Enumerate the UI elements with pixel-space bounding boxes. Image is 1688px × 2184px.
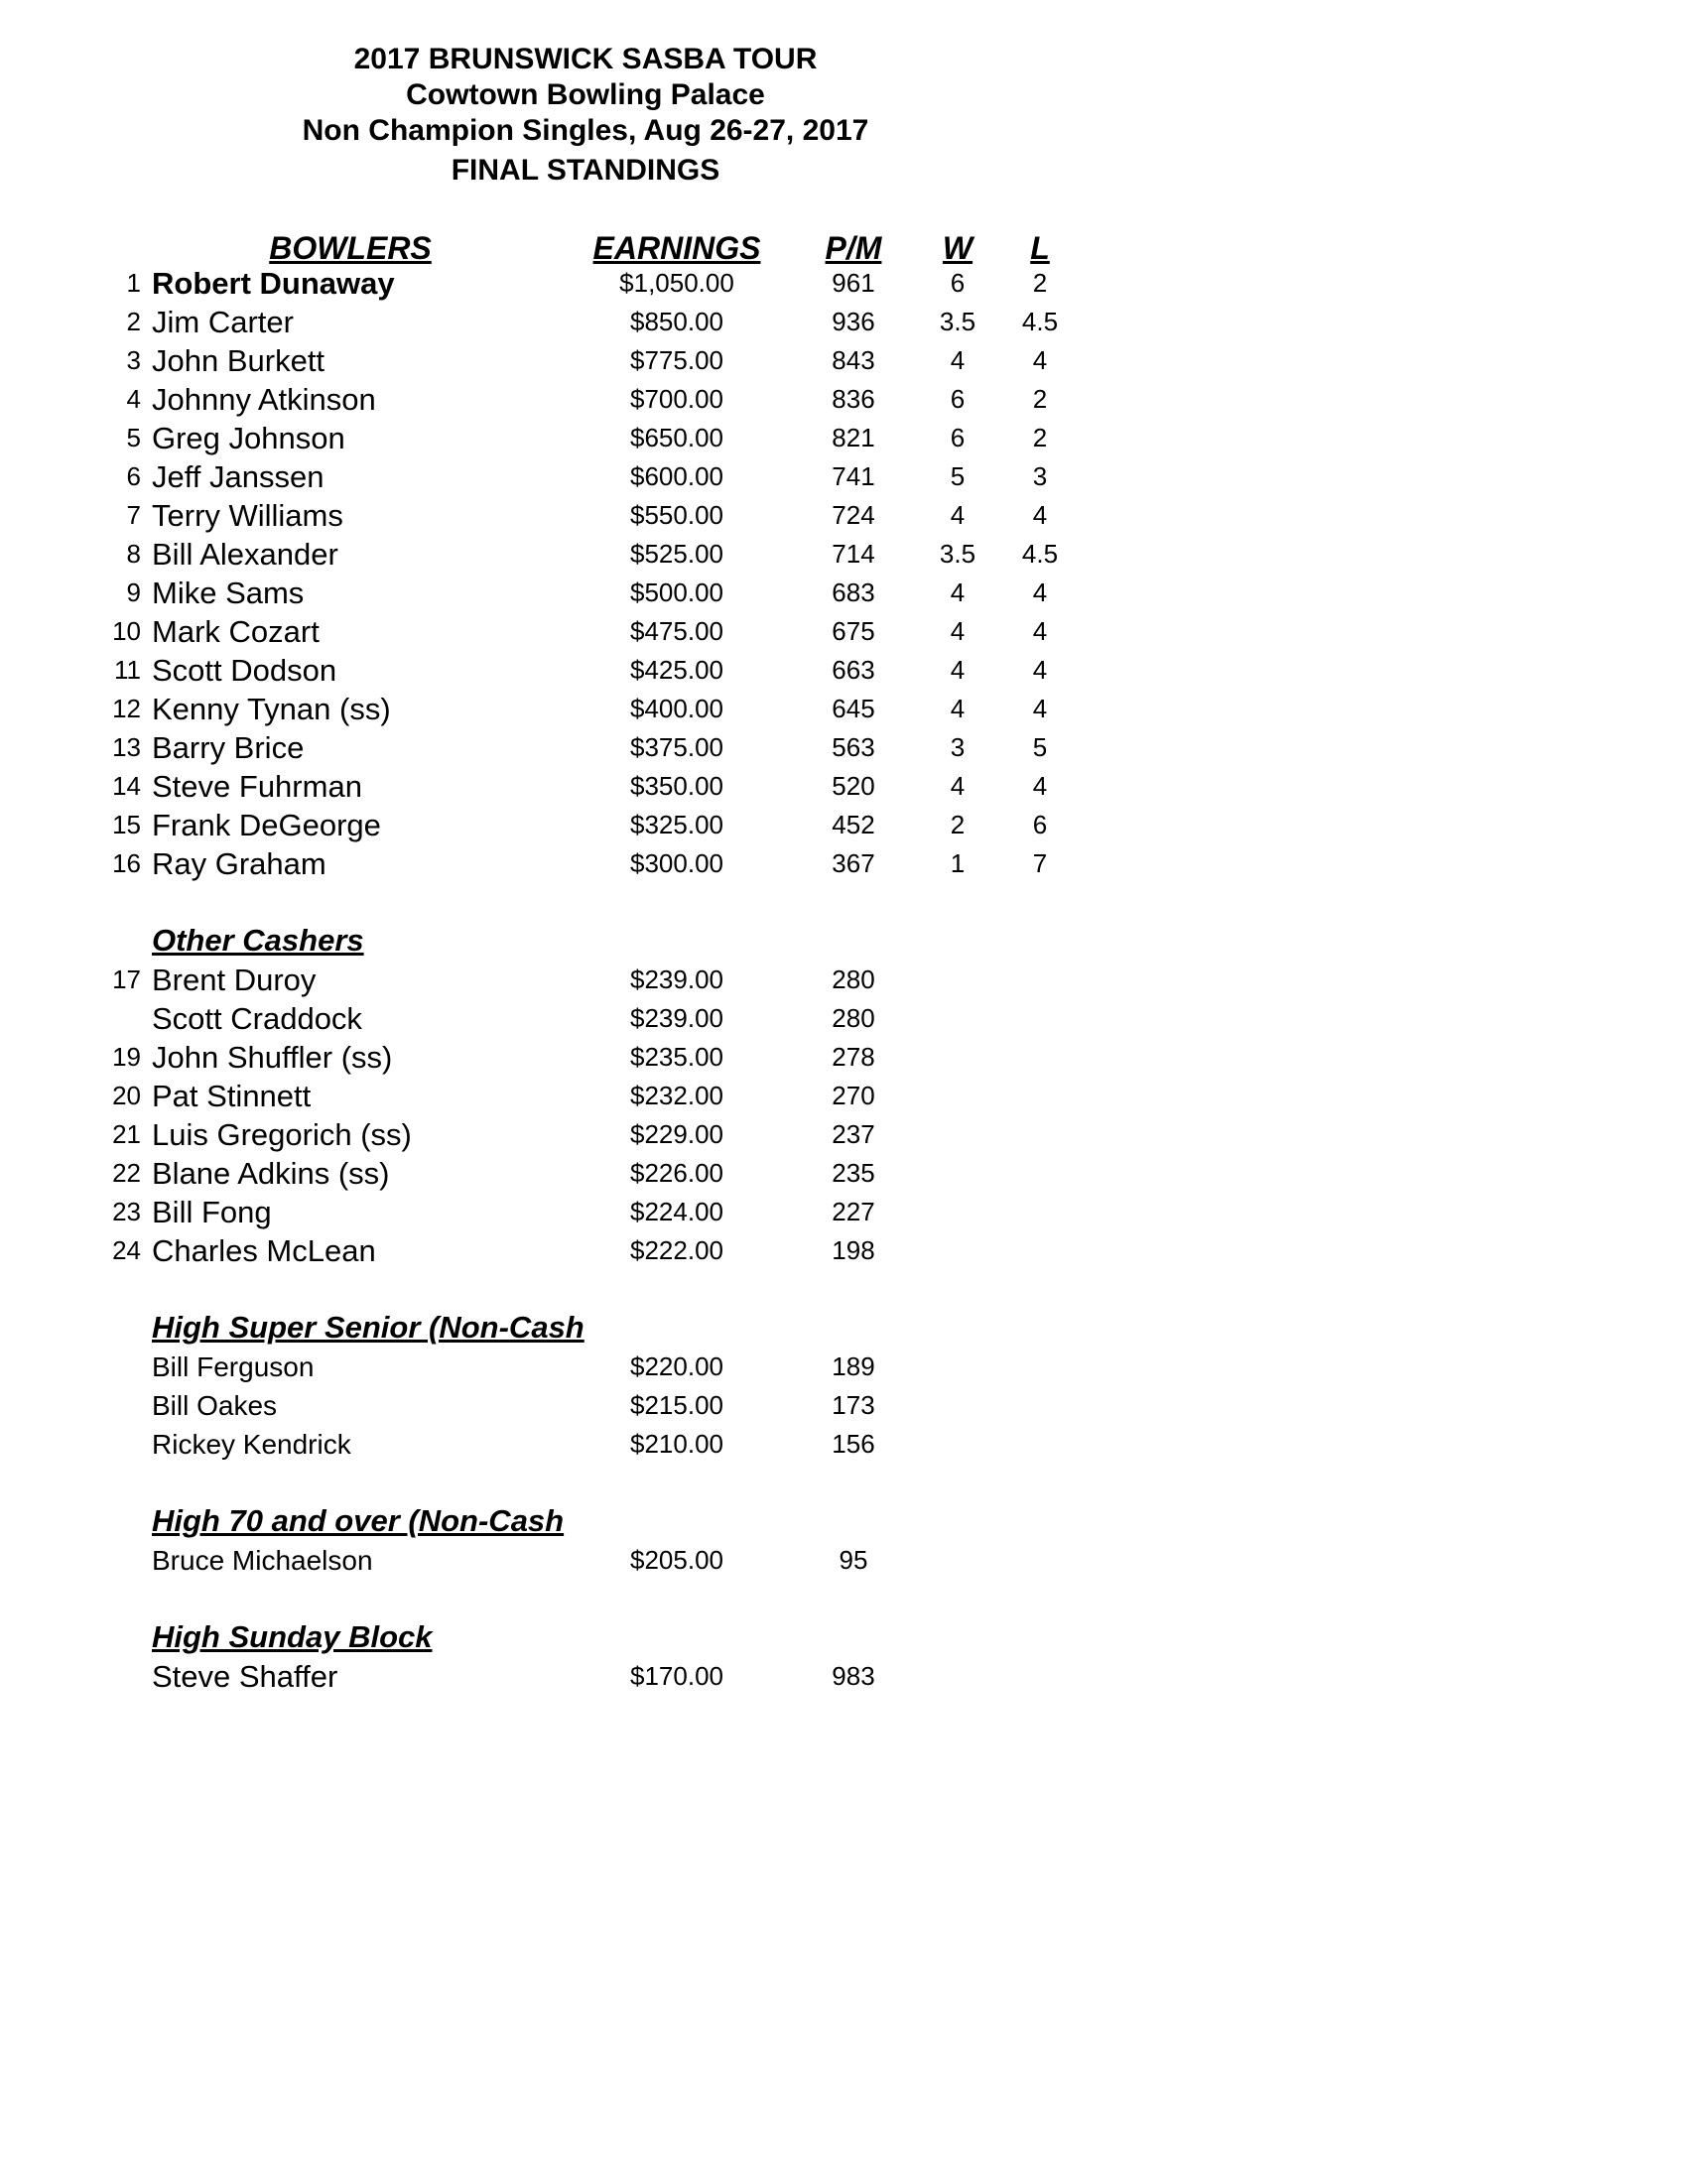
bowler-name-cell: Bill Fong xyxy=(152,1195,272,1229)
column-header-pm: P/M xyxy=(825,230,882,266)
standings-row xyxy=(0,535,1191,574)
losses-cell: 3 xyxy=(1032,461,1048,491)
wins-cell: 3.5 xyxy=(939,539,976,569)
section-heading-other-cashers: Other Cashers xyxy=(152,923,364,958)
pm-cell: 520 xyxy=(832,771,875,801)
title-event: Non Champion Singles, Aug 26-27, 2017 xyxy=(302,114,869,147)
earnings-cell: $222.00 xyxy=(630,1235,723,1265)
pm-cell: 95 xyxy=(839,1545,868,1575)
rank-cell: 6 xyxy=(126,461,141,491)
bowler-name-cell: Bruce Michaelson xyxy=(152,1545,373,1576)
rank-cell: 9 xyxy=(126,578,141,607)
standings-row xyxy=(0,806,1191,844)
earnings-cell: $375.00 xyxy=(630,732,723,762)
rank-cell: 1 xyxy=(126,268,141,298)
standings-row xyxy=(0,496,1191,535)
earnings-cell: $239.00 xyxy=(630,1003,723,1033)
bowler-name-cell: Mark Cozart xyxy=(152,614,320,649)
losses-cell: 6 xyxy=(1032,810,1048,839)
losses-cell: 2 xyxy=(1032,384,1048,414)
rank-cell: 17 xyxy=(112,964,141,994)
earnings-cell: $215.00 xyxy=(630,1390,723,1420)
bowler-name-cell: Pat Stinnett xyxy=(152,1079,312,1113)
pm-cell: 367 xyxy=(832,848,875,878)
standings-row xyxy=(0,457,1191,496)
title-final-standings: FINAL STANDINGS xyxy=(451,154,720,187)
section-heading-high-sunday-block: High Sunday Block xyxy=(152,1619,433,1654)
wins-cell: 6 xyxy=(950,384,966,414)
bowler-name-cell: Ray Graham xyxy=(152,846,326,881)
pm-cell: 983 xyxy=(832,1661,875,1691)
bowler-name-cell: Barry Brice xyxy=(152,730,305,765)
bowler-name-cell: Charles McLean xyxy=(152,1233,376,1268)
bowler-name-cell: Luis Gregorich (ss) xyxy=(152,1117,412,1152)
pm-cell: 452 xyxy=(832,810,875,839)
standings-row xyxy=(0,341,1191,380)
earnings-cell: $700.00 xyxy=(630,384,723,414)
wins-cell: 3.5 xyxy=(939,307,976,336)
other-cashers-row xyxy=(0,1231,1191,1270)
earnings-cell: $425.00 xyxy=(630,655,723,685)
rank-cell: 13 xyxy=(112,732,141,762)
wins-cell: 4 xyxy=(950,771,966,801)
high-super-senior-row xyxy=(0,1386,1191,1425)
pm-cell: 189 xyxy=(832,1351,875,1381)
earnings-cell: $850.00 xyxy=(630,307,723,336)
standings-row xyxy=(0,264,1191,303)
other-cashers-row xyxy=(0,1038,1191,1077)
losses-cell: 7 xyxy=(1032,848,1048,878)
earnings-cell: $224.00 xyxy=(630,1197,723,1226)
earnings-cell: $1,050.00 xyxy=(619,268,734,298)
losses-cell: 2 xyxy=(1032,423,1048,452)
bowler-name-cell: Jeff Janssen xyxy=(152,459,325,494)
column-header-bowlers: BOWLERS xyxy=(269,230,432,266)
title-tour: 2017 BRUNSWICK SASBA TOUR xyxy=(353,43,818,75)
wins-cell: 4 xyxy=(950,578,966,607)
rank-cell: 15 xyxy=(112,810,141,839)
standings-row xyxy=(0,380,1191,419)
wins-cell: 6 xyxy=(950,268,966,298)
bowler-name-cell: Brent Duroy xyxy=(152,963,317,997)
pm-cell: 675 xyxy=(832,616,875,646)
pm-cell: 278 xyxy=(832,1042,875,1072)
rank-cell: 2 xyxy=(126,307,141,336)
bowler-name-cell: Bill Oakes xyxy=(152,1390,278,1421)
wins-cell: 4 xyxy=(950,500,966,530)
bowler-name-cell: Frank DeGeorge xyxy=(152,808,381,842)
bowler-name-cell: Robert Dunaway xyxy=(152,266,395,301)
earnings-cell: $350.00 xyxy=(630,771,723,801)
bowler-name-cell: Johnny Atkinson xyxy=(152,382,376,417)
rank-cell: 16 xyxy=(112,848,141,878)
other-cashers-row xyxy=(0,1154,1191,1193)
losses-cell: 4 xyxy=(1032,655,1048,685)
standings-row xyxy=(0,844,1191,883)
wins-cell: 4 xyxy=(950,655,966,685)
pm-cell: 741 xyxy=(832,461,875,491)
bowler-name-cell: Steve Shaffer xyxy=(152,1659,338,1694)
losses-cell: 4 xyxy=(1032,578,1048,607)
pm-cell: 936 xyxy=(832,307,875,336)
bowler-name-cell: Rickey Kendrick xyxy=(152,1429,351,1460)
high-70-over-row xyxy=(0,1541,1191,1580)
bowler-name-cell: John Shuffler (ss) xyxy=(152,1040,393,1075)
rank-cell: 7 xyxy=(126,500,141,530)
wins-cell: 5 xyxy=(950,461,966,491)
pm-cell: 235 xyxy=(832,1158,875,1188)
rank-cell: 19 xyxy=(112,1042,141,1072)
pm-cell: 173 xyxy=(832,1390,875,1420)
rank-cell: 22 xyxy=(112,1158,141,1188)
standings-row xyxy=(0,574,1191,612)
rank-cell: 4 xyxy=(126,384,141,414)
wins-cell: 4 xyxy=(950,694,966,723)
losses-cell: 5 xyxy=(1032,732,1048,762)
pm-cell: 645 xyxy=(832,694,875,723)
column-header-earnings: EARNINGS xyxy=(592,230,761,266)
earnings-cell: $475.00 xyxy=(630,616,723,646)
losses-cell: 2 xyxy=(1032,268,1048,298)
pm-cell: 280 xyxy=(832,1003,875,1033)
rank-cell: 3 xyxy=(126,345,141,375)
losses-cell: 4.5 xyxy=(1021,307,1059,336)
losses-cell: 4 xyxy=(1032,500,1048,530)
bowler-name-cell: John Burkett xyxy=(152,343,325,378)
rank-cell: 21 xyxy=(112,1119,141,1149)
bowler-name-cell: Mike Sams xyxy=(152,576,305,610)
bowler-name-cell: Terry Williams xyxy=(152,498,343,533)
bowler-name-cell: Scott Dodson xyxy=(152,653,337,688)
losses-cell: 4 xyxy=(1032,694,1048,723)
earnings-cell: $220.00 xyxy=(630,1351,723,1381)
losses-cell: 4 xyxy=(1032,345,1048,375)
bowler-name-cell: Greg Johnson xyxy=(152,421,345,455)
earnings-cell: $235.00 xyxy=(630,1042,723,1072)
earnings-cell: $525.00 xyxy=(630,539,723,569)
losses-cell: 4 xyxy=(1032,771,1048,801)
pm-cell: 836 xyxy=(832,384,875,414)
pm-cell: 227 xyxy=(832,1197,875,1226)
earnings-cell: $226.00 xyxy=(630,1158,723,1188)
wins-cell: 4 xyxy=(950,345,966,375)
other-cashers-row xyxy=(0,961,1191,999)
rank-cell: 10 xyxy=(112,616,141,646)
bowler-name-cell: Jim Carter xyxy=(152,305,294,339)
pm-cell: 563 xyxy=(832,732,875,762)
standings-row xyxy=(0,728,1191,767)
bowler-name-cell: Bill Ferguson xyxy=(152,1351,315,1382)
standings-row xyxy=(0,303,1191,341)
wins-cell: 4 xyxy=(950,616,966,646)
pm-cell: 843 xyxy=(832,345,875,375)
standings-row xyxy=(0,690,1191,728)
high-super-senior-row xyxy=(0,1425,1191,1464)
pm-cell: 270 xyxy=(832,1081,875,1110)
earnings-cell: $239.00 xyxy=(630,964,723,994)
section-heading-high-super-senior: High Super Senior (Non-Cash xyxy=(152,1310,584,1345)
earnings-cell: $232.00 xyxy=(630,1081,723,1110)
earnings-cell: $400.00 xyxy=(630,694,723,723)
other-cashers-row xyxy=(0,1077,1191,1115)
earnings-cell: $170.00 xyxy=(630,1661,723,1691)
column-header-w: W xyxy=(942,230,974,266)
pm-cell: 198 xyxy=(832,1235,875,1265)
rank-cell: 12 xyxy=(112,694,141,723)
bowler-name-cell: Scott Craddock xyxy=(152,1001,362,1036)
column-header-l: L xyxy=(1030,230,1050,266)
earnings-cell: $550.00 xyxy=(630,500,723,530)
standings-row xyxy=(0,767,1191,806)
earnings-cell: $600.00 xyxy=(630,461,723,491)
bowler-name-cell: Bill Alexander xyxy=(152,537,338,572)
wins-cell: 3 xyxy=(950,732,966,762)
wins-cell: 6 xyxy=(950,423,966,452)
rank-cell: 23 xyxy=(112,1197,141,1226)
high-sunday-block-row xyxy=(0,1657,1191,1696)
standings-row xyxy=(0,419,1191,457)
rank-cell: 20 xyxy=(112,1081,141,1110)
earnings-cell: $500.00 xyxy=(630,578,723,607)
bowler-name-cell: Kenny Tynan (ss) xyxy=(152,692,391,726)
earnings-cell: $210.00 xyxy=(630,1429,723,1459)
earnings-cell: $775.00 xyxy=(630,345,723,375)
earnings-cell: $229.00 xyxy=(630,1119,723,1149)
pm-cell: 683 xyxy=(832,578,875,607)
wins-cell: 1 xyxy=(950,848,966,878)
rank-cell: 14 xyxy=(112,771,141,801)
title-venue: Cowtown Bowling Palace xyxy=(406,78,765,111)
pm-cell: 714 xyxy=(832,539,875,569)
earnings-cell: $205.00 xyxy=(630,1545,723,1575)
rank-cell: 5 xyxy=(126,423,141,452)
other-cashers-row xyxy=(0,1193,1191,1231)
rank-cell: 11 xyxy=(114,655,141,685)
rank-cell: 8 xyxy=(126,539,141,569)
pm-cell: 237 xyxy=(832,1119,875,1149)
bowler-name-cell: Steve Fuhrman xyxy=(152,769,362,804)
wins-cell: 2 xyxy=(950,810,966,839)
pm-cell: 156 xyxy=(832,1429,875,1459)
losses-cell: 4 xyxy=(1032,616,1048,646)
earnings-cell: $300.00 xyxy=(630,848,723,878)
high-super-senior-row xyxy=(0,1348,1191,1386)
earnings-cell: $650.00 xyxy=(630,423,723,452)
pm-cell: 663 xyxy=(832,655,875,685)
pm-cell: 821 xyxy=(832,423,875,452)
section-heading-high-70-over: High 70 and over (Non-Cash xyxy=(152,1503,565,1538)
pm-cell: 961 xyxy=(832,268,875,298)
other-cashers-row xyxy=(0,999,1191,1038)
pm-cell: 280 xyxy=(832,964,875,994)
losses-cell: 4.5 xyxy=(1021,539,1059,569)
pm-cell: 724 xyxy=(832,500,875,530)
other-cashers-row xyxy=(0,1115,1191,1154)
rank-cell: 24 xyxy=(112,1235,141,1265)
bowler-name-cell: Blane Adkins (ss) xyxy=(152,1156,390,1191)
standings-row xyxy=(0,612,1191,651)
earnings-cell: $325.00 xyxy=(630,810,723,839)
standings-row xyxy=(0,651,1191,690)
